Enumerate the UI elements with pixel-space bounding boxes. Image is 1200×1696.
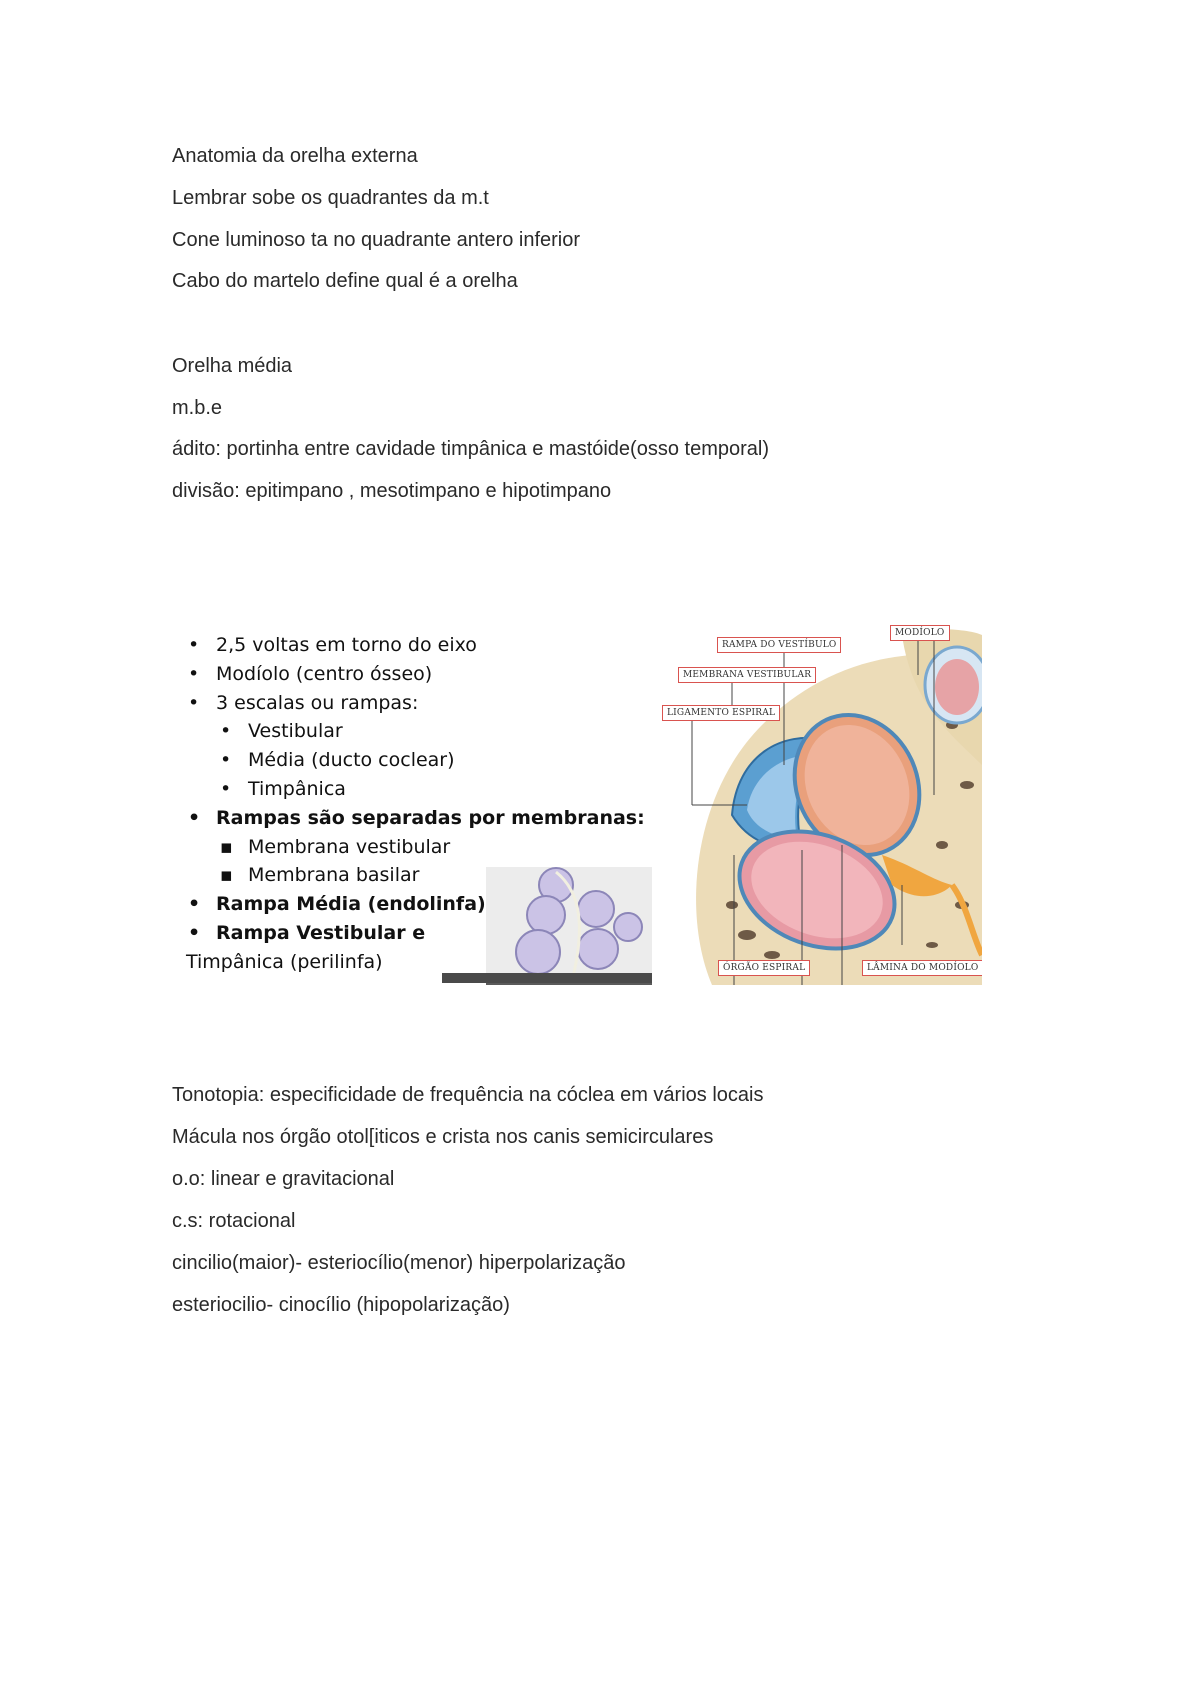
slide-bullet: • Modíolo (centro ósseo) <box>186 660 645 689</box>
note-line: ádito: portinha entre cavidade timpânica e mastóide(osso temporal) <box>172 438 769 460</box>
note-line: Anatomia da orelha externa <box>172 145 418 167</box>
embedded-slide-image <box>172 615 982 985</box>
note-line: o.o: linear e gravitacional <box>172 1168 395 1190</box>
diagram-label-membrana-vestibular: MEMBRANA VESTIBULAR <box>678 667 816 683</box>
slide-bullet-continuation: Timpânica (perilinfa) <box>186 950 383 973</box>
slide-bullet: • 3 escalas ou rampas: <box>186 689 645 718</box>
diagram-label-lamina-modiolo: LÂMINA DO MODÍOLO <box>862 960 982 976</box>
note-line: esteriocilio- cinocílio (hipopolarização) <box>172 1294 510 1316</box>
slide-bullet: • 2,5 voltas em torno do eixo <box>186 631 645 660</box>
diagram-label-orgao-espiral: ÓRGÃO ESPIRAL <box>718 960 810 976</box>
note-line: c.s: rotacional <box>172 1210 296 1232</box>
slide-bullet: • Rampa Média (endolinfa) <box>186 890 645 919</box>
note-line: Cabo do martelo define qual é a orelha <box>172 270 518 292</box>
diagram-label-ligamento-espiral: LIGAMENTO ESPIRAL <box>662 705 780 721</box>
slide-bullet: • Rampa Vestibular e <box>186 919 645 948</box>
slide-sub-bullet: ▪ Membrana vestibular <box>186 833 645 862</box>
slide-sub-bullet: ▪ Membrana basilar <box>186 861 645 890</box>
note-line: cincilio(maior)- esteriocílio(menor) hiperpolarização <box>172 1252 626 1274</box>
section-heading: Orelha média <box>172 355 293 377</box>
slide-bullet: • Rampas são separadas por membranas: <box>186 804 645 833</box>
slide-sub-bullet: • Média (ducto coclear) <box>186 746 645 775</box>
slide-sub-bullet: • Vestibular <box>186 717 645 746</box>
note-line: m.b.e <box>172 397 223 419</box>
note-line: Lembrar sobe os quadrantes da m.t <box>172 187 489 209</box>
note-line: Mácula nos órgão otol[iticos e crista nos canis semicirculares <box>172 1126 714 1148</box>
note-line: divisão: epitimpano , mesotimpano e hipotimpano <box>172 480 612 502</box>
note-line: Cone luminoso ta no quadrante antero inferior <box>172 229 581 251</box>
cochlea-spiral-thumbnail <box>486 867 664 985</box>
diagram-label-rampa-vestibulo: RAMPA DO VESTÍBULO <box>717 637 841 653</box>
note-line: Tonotopia: especificidade de frequência na cóclea em vários locais <box>172 1084 764 1106</box>
diagram-label-modiolo: MODÍOLO <box>890 625 950 641</box>
slide-sub-bullet: • Timpânica <box>186 775 645 804</box>
